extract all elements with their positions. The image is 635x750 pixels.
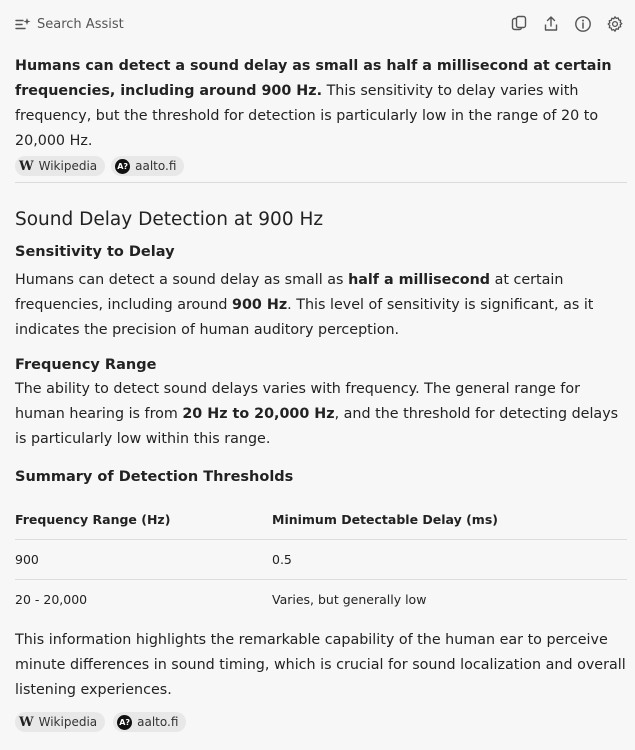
source-label: aalto.fi (135, 159, 177, 173)
copy-button[interactable] (507, 12, 531, 36)
table-cell: 0.5 (272, 552, 292, 567)
text-run: . This level of sensitivity is significant, as it indicates the precision of human auditory perception. (15, 297, 594, 338)
bold-run: 20 Hz to 20,000 Hz (182, 406, 335, 422)
text-run: Humans can detect a sound delay as small as (15, 272, 349, 288)
table-cell: 20 - 20,000 (15, 592, 88, 607)
copy-icon (510, 15, 528, 33)
summary-bold: Humans can detect a sound delay as small as half a millisecond at certain frequencies, including around 900 Hz. (15, 58, 612, 99)
source-label: Wikipedia (38, 159, 98, 173)
text-run: The ability to detect sound delays varies with frequency. The general range for human hearing is from (15, 381, 580, 422)
table-header-row (15, 500, 627, 540)
share-icon (542, 15, 560, 33)
answer-title: Sound Delay Detection at 900 Hz (15, 209, 324, 230)
summary-sources (15, 156, 625, 176)
sparkle-list-icon (15, 16, 31, 32)
frequency-paragraph (15, 377, 625, 452)
toolbar (507, 12, 627, 36)
source-chip-wikipedia[interactable] (15, 712, 105, 732)
wikipedia-icon: W (19, 714, 34, 730)
source-chip-aalto[interactable] (113, 712, 186, 732)
info-icon (574, 15, 592, 33)
aalto-icon: A? (117, 715, 132, 730)
column-header: Minimum Detectable Delay (ms) (272, 512, 498, 527)
table-cell: 900 (15, 552, 39, 567)
divider (15, 182, 627, 183)
settings-button[interactable] (603, 12, 627, 36)
frequency-heading: Frequency Range (15, 357, 157, 373)
source-chip-aalto[interactable] (111, 156, 184, 176)
aalto-icon: A? (115, 159, 130, 174)
summary-section (15, 54, 625, 176)
source-label: Wikipedia (38, 715, 98, 729)
source-label: aalto.fi (137, 715, 179, 729)
bottom-sources (15, 712, 186, 732)
wikipedia-icon: W (19, 158, 34, 174)
sensitivity-heading: Sensitivity to Delay (15, 244, 175, 260)
table-row (15, 580, 627, 619)
text-run: , and the threshold for detecting delays is particularly low within this range. (15, 406, 619, 447)
share-button[interactable] (539, 12, 563, 36)
info-button[interactable] (571, 12, 595, 36)
panel-title: Search Assist (37, 16, 124, 32)
bold-run: half a millisecond (348, 272, 491, 288)
closing-paragraph: This information highlights the remarkable capability of the human ear to perceive minute differences in sound timing, which is crucial for sound localization and overall listening experiences. (15, 632, 626, 698)
assist-header (0, 0, 635, 46)
column-header: Frequency Range (Hz) (15, 512, 171, 527)
table-cell: Varies, but generally low (272, 592, 427, 607)
summary-rest: This sensitivity to delay varies with frequency, but the threshold for detection is particularly low in the range of 20 to 20,000 Hz. (15, 83, 599, 149)
sensitivity-paragraph (15, 268, 625, 343)
bold-run: 900 Hz (232, 297, 288, 313)
thresholds-table (15, 500, 627, 619)
table-row (15, 540, 627, 580)
brand (15, 13, 124, 35)
text-run: at certain frequencies, including around (15, 272, 564, 313)
answer-section (15, 206, 625, 487)
gear-icon (606, 15, 624, 33)
summary-text (15, 54, 625, 154)
table-heading: Summary of Detection Thresholds (15, 469, 294, 485)
source-chip-wikipedia[interactable] (15, 156, 105, 176)
